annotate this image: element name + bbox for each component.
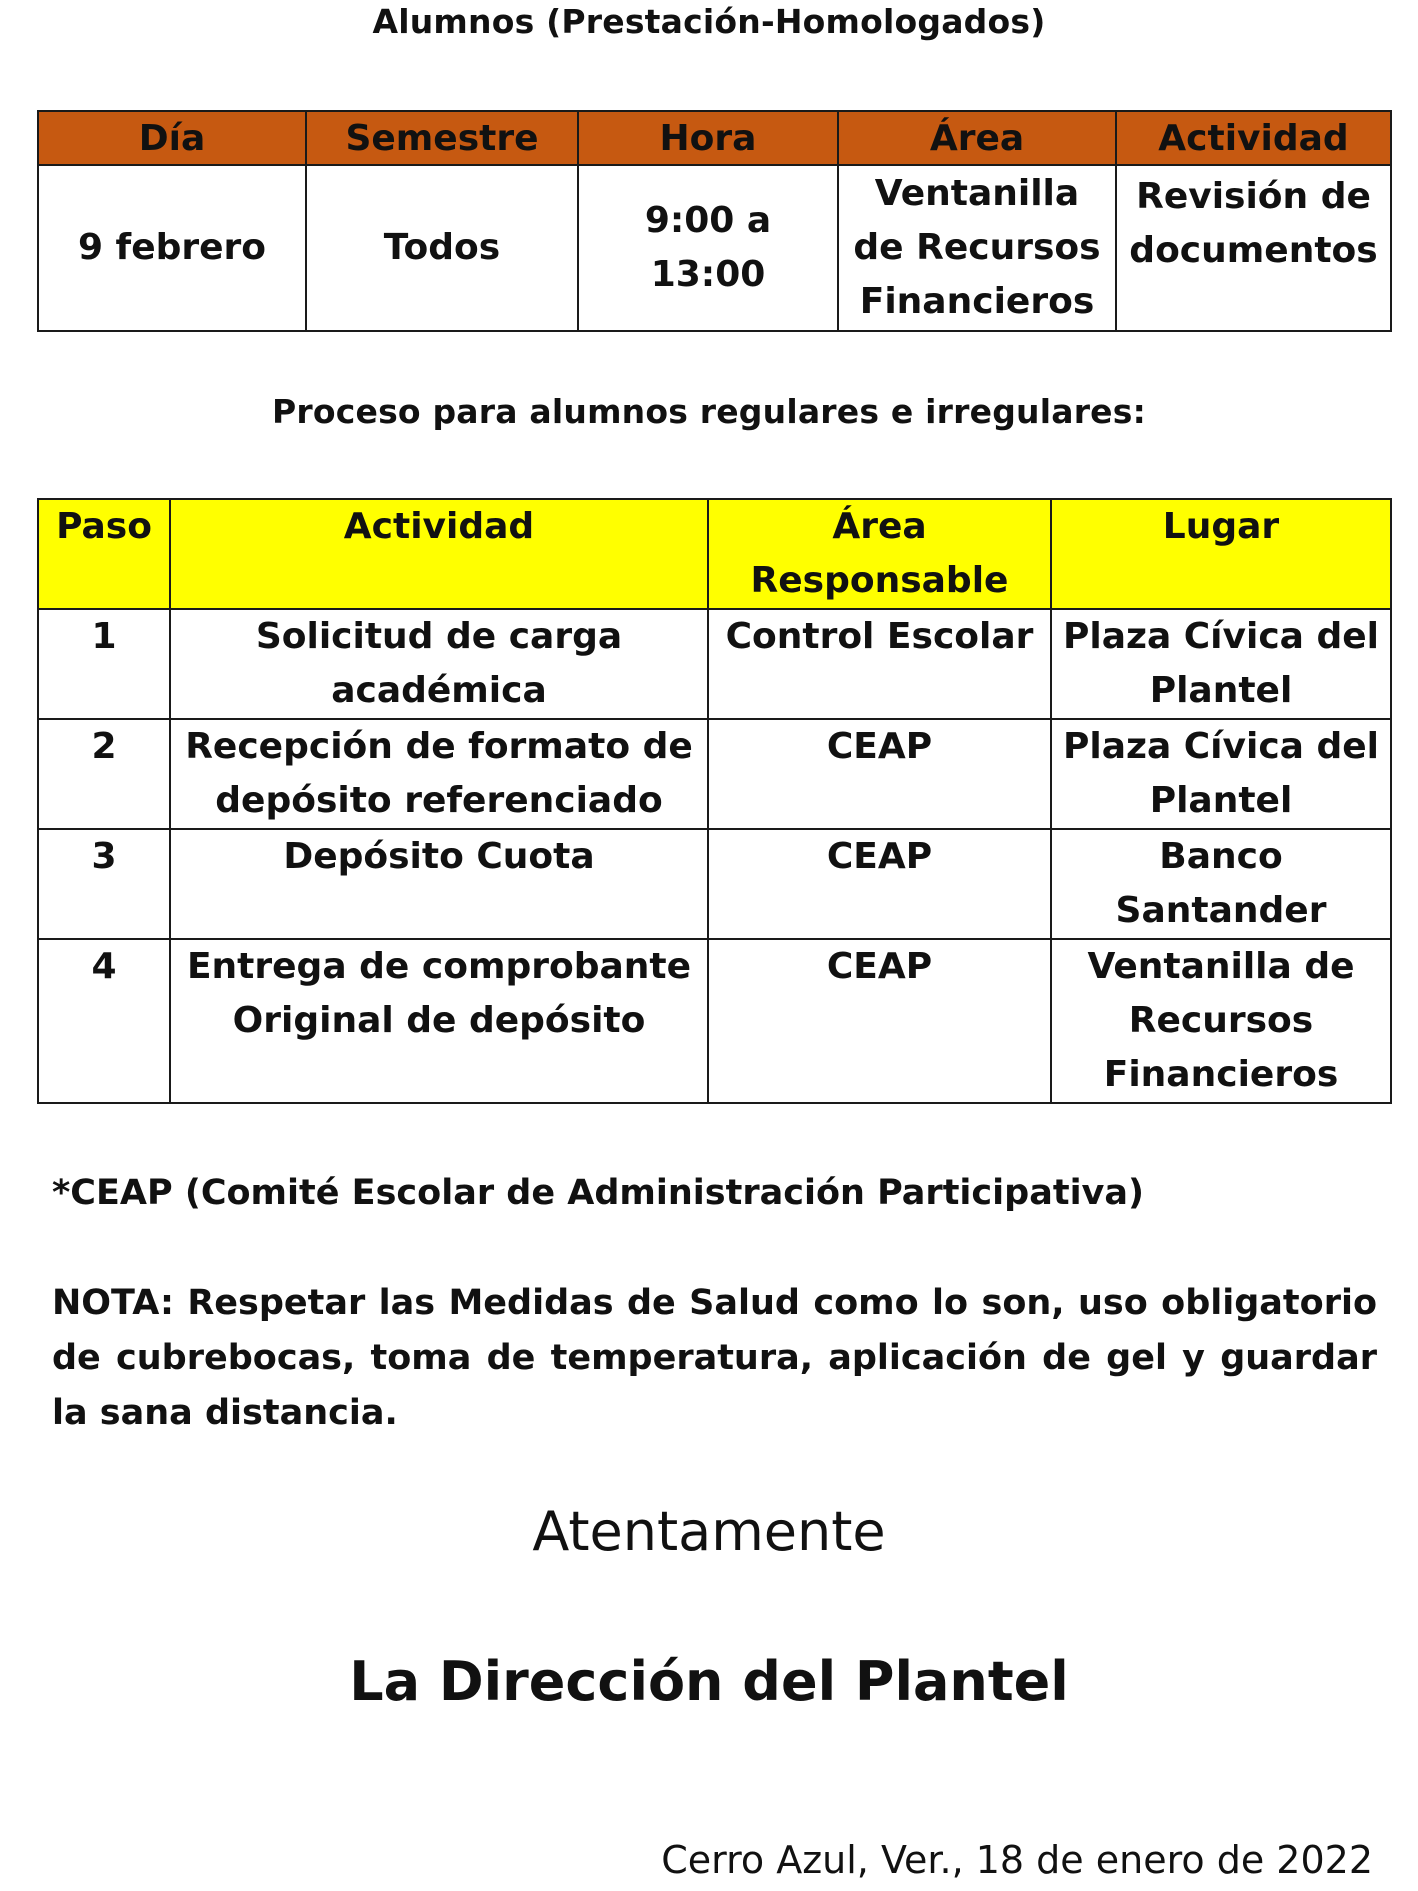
schedule-table [37,110,1392,332]
header-actividad: Actividad [170,499,708,609]
cell-line: Ventanilla de [1087,946,1355,987]
cell-dia: 9 febrero [38,165,306,331]
cell-semestre: Todos [306,165,578,331]
document-title: Alumnos (Prestación-Homologados) [372,2,1046,41]
cell-area [838,165,1116,331]
cell-line: Recepción de formato de [185,726,693,767]
cell-line: Plantel [1149,780,1293,821]
cell-line: Depósito Cuota [283,836,595,877]
header-paso: Paso [38,499,170,609]
cell-lugar [1051,719,1391,829]
date-place: Cerro Azul, Ver., 18 de enero de 2022 [661,1838,1373,1882]
cell-actividad [170,719,708,829]
cell-line: Solicitud de carga [255,616,623,657]
cell-actividad [1116,165,1391,331]
cell-line: depósito referenciado [215,780,663,821]
cell-paso: 3 [38,829,170,939]
cell-actividad [170,939,708,1103]
cell-actividad [170,829,708,939]
process-header-row [38,499,1391,609]
signature: La Dirección del Plantel [349,1650,1069,1713]
cell-line: Recursos [1128,1000,1314,1041]
header-lugar: Lugar [1051,499,1391,609]
header-area: Área [838,111,1116,165]
cell-area: Control Escolar [708,609,1051,719]
cell-line: Banco [1159,836,1283,877]
note-paragraph: NOTA: Respetar las Medidas de Salud como lo son, uso obligatorio de cubrebocas, toma de temperatura, aplicación de gel y guardar la sana distancia. [52,1283,1377,1433]
cell-line: Entrega de comprobante [186,946,692,987]
cell-line: Financieros [1103,1054,1339,1095]
cell-lugar [1051,939,1391,1103]
cell-area-line: Ventanilla [874,173,1080,214]
cell-line: académica [331,670,547,711]
closing: Atentamente [532,1500,886,1563]
cell-lugar [1051,609,1391,719]
cell-hora: 9:00 a 13:00 [578,165,838,331]
header-semestre: Semestre [306,111,578,165]
table-row [38,829,1391,939]
cell-area: CEAP [708,939,1051,1103]
header-actividad: Actividad [1116,111,1391,165]
process-table [37,498,1392,1104]
cell-line: Plaza Cívica del [1062,616,1380,657]
cell-paso: 2 [38,719,170,829]
table-row [38,939,1391,1103]
header-area-responsable [708,499,1051,609]
header-dia: Día [38,111,306,165]
cell-line: Plantel [1149,670,1293,711]
cell-paso: 1 [38,609,170,719]
schedule-row [38,165,1391,331]
schedule-header-row [38,111,1391,165]
header-area-line: Área [832,506,927,547]
cell-area: CEAP [708,829,1051,939]
cell-area: CEAP [708,719,1051,829]
cell-line: Original de depósito [232,1000,646,1041]
cell-paso: 4 [38,939,170,1103]
cell-actividad [170,609,708,719]
cell-line: Plaza Cívica del [1062,726,1380,767]
table-row [38,609,1391,719]
cell-actividad-line: Revisión de [1136,176,1371,217]
cell-actividad-line: documentos [1129,230,1378,271]
table-row [38,719,1391,829]
cell-lugar [1051,829,1391,939]
cell-area-line: Financieros [859,281,1095,322]
footnote: *CEAP (Comité Escolar de Administración Participativa) [52,1173,1144,1213]
cell-area-line: de Recursos [853,227,1101,268]
process-heading: Proceso para alumnos regulares e irregulares: [272,392,1146,431]
header-hora: Hora [578,111,838,165]
cell-line: Santander [1115,890,1327,931]
header-area-line: Responsable [750,560,1009,601]
